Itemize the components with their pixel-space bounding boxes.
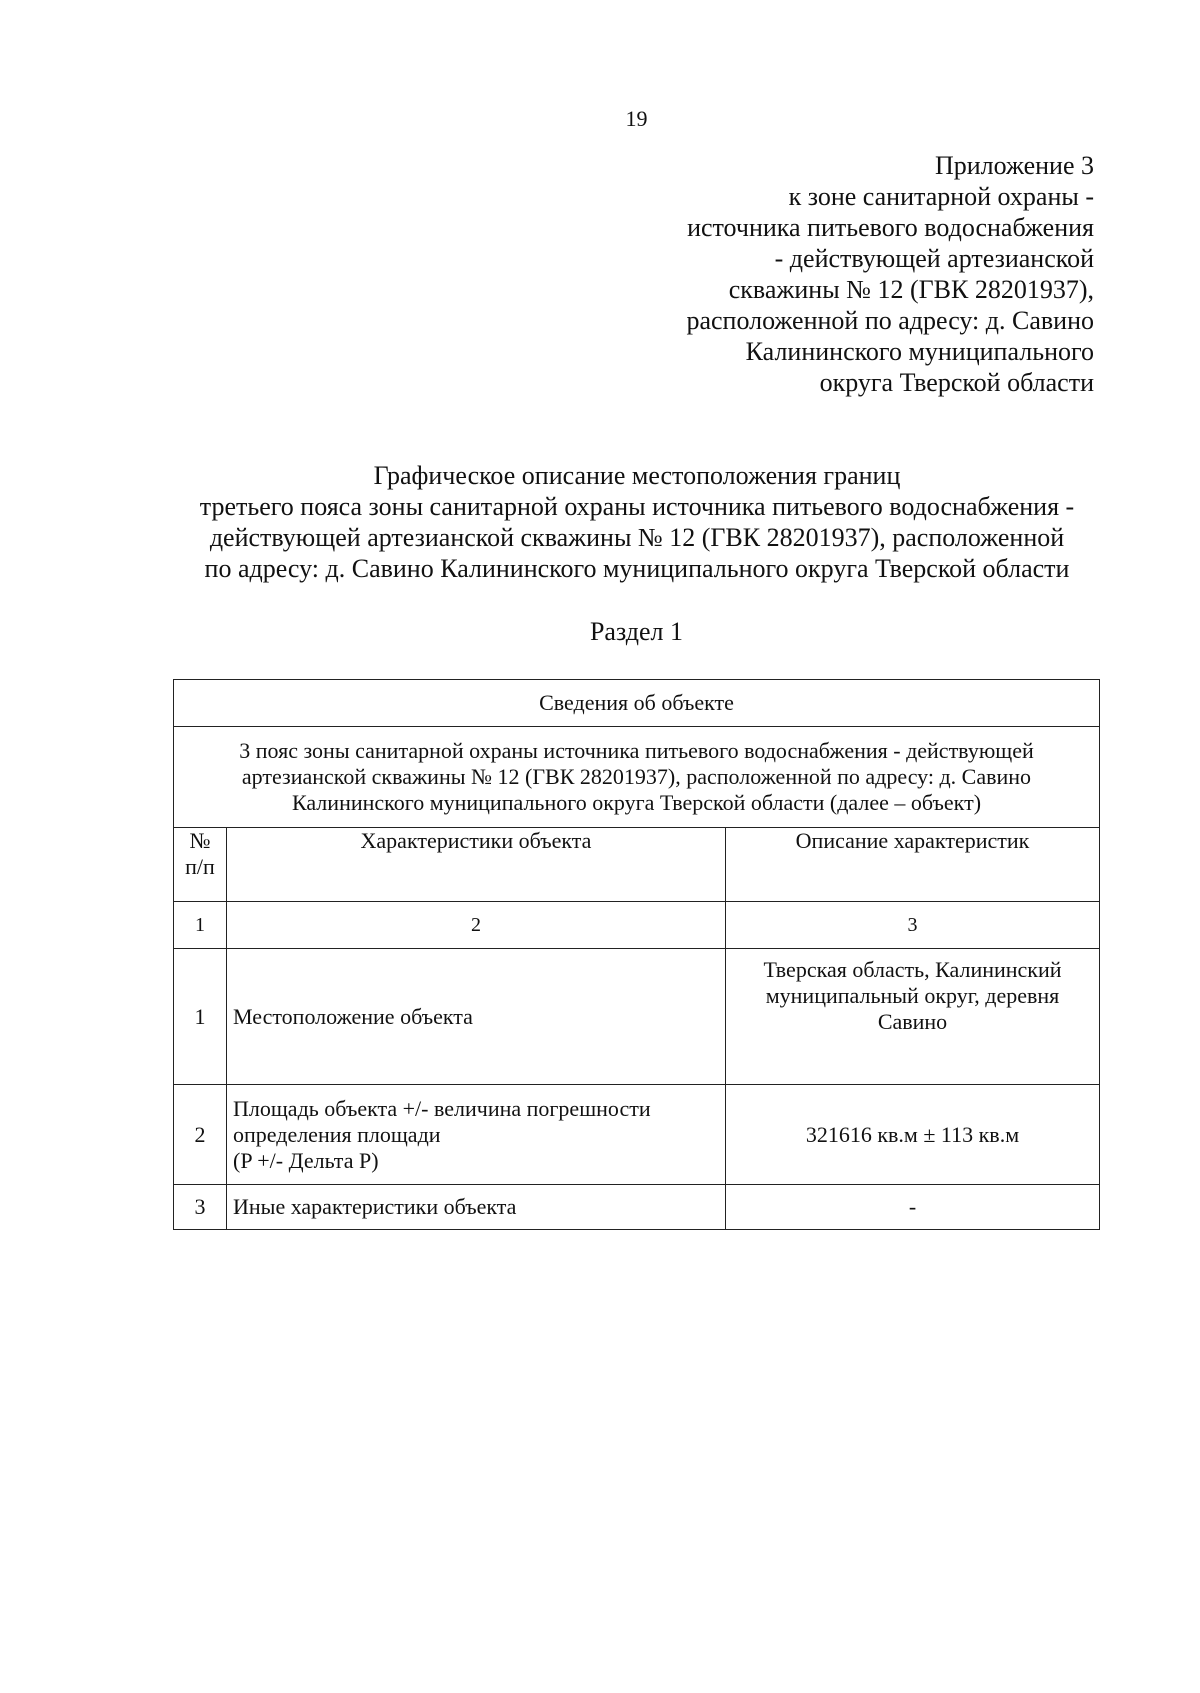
document-title bbox=[150, 460, 1124, 584]
row-description bbox=[726, 1185, 1100, 1230]
column-header-description: Описание характеристик bbox=[726, 828, 1100, 902]
table-header-row bbox=[174, 680, 1100, 727]
appendix-line: источника питьевого водоснабжения bbox=[687, 213, 1094, 242]
row-number: 2 bbox=[174, 1085, 227, 1185]
table-row bbox=[174, 1185, 1100, 1230]
row-description-line: Савино bbox=[877, 1009, 948, 1034]
row-characteristic bbox=[227, 1085, 726, 1185]
object-description-line: 3 пояс зоны санитарной охраны источника питьевого водоснабжения - действующей bbox=[239, 738, 1034, 763]
row-characteristic bbox=[227, 1185, 726, 1230]
column-number: 2 bbox=[227, 902, 726, 949]
row-number: 3 bbox=[174, 1185, 227, 1230]
row-characteristic-line: Иные характеристики объекта bbox=[233, 1194, 517, 1219]
object-info-table bbox=[173, 679, 1100, 1230]
object-description-line: артезианской скважины № 12 (ГВК 28201937), расположенной по адресу: д. Савино bbox=[241, 764, 1032, 789]
appendix-line: Калининского муниципального bbox=[745, 337, 1094, 366]
table-row bbox=[174, 949, 1100, 1085]
column-header-characteristics: Характеристики объекта bbox=[227, 828, 726, 902]
title-line: третьего пояса зоны санитарной охраны источника питьевого водоснабжения - bbox=[199, 492, 1075, 521]
column-number: 1 bbox=[174, 902, 227, 949]
row-description bbox=[726, 1085, 1100, 1185]
page-number: 19 bbox=[625, 106, 648, 131]
row-number: 1 bbox=[174, 949, 227, 1085]
row-description bbox=[726, 949, 1100, 1085]
object-description-line: Калининского муниципального округа Тверской области (далее – объект) bbox=[291, 790, 982, 815]
column-header-num-line: п/п bbox=[185, 854, 215, 879]
column-number: 3 bbox=[726, 902, 1100, 949]
row-characteristic-line: (P +/- Дельта P) bbox=[233, 1147, 379, 1173]
row-description-line: - bbox=[908, 1194, 917, 1219]
appendix-block bbox=[534, 150, 1094, 398]
title-line: Графическое описание местоположения границ bbox=[373, 461, 901, 490]
row-characteristic-line: Площадь объекта +/- величина погрешности bbox=[233, 1095, 651, 1121]
section-title: Раздел 1 bbox=[589, 617, 684, 646]
appendix-line: к зоне санитарной охраны - bbox=[788, 182, 1094, 211]
appendix-line: - действующей артезианской bbox=[774, 244, 1094, 273]
object-description bbox=[174, 727, 1100, 828]
column-header-row bbox=[174, 828, 1100, 902]
row-characteristic-line: определения площади bbox=[233, 1121, 441, 1147]
table-header: Сведения об объекте bbox=[174, 680, 1100, 727]
row-characteristic bbox=[227, 949, 726, 1085]
row-description-line: Тверская область, Калининский bbox=[763, 957, 1062, 982]
appendix-line: округа Тверской области bbox=[819, 368, 1094, 397]
object-description-row bbox=[174, 727, 1100, 828]
appendix-line: Приложение 3 bbox=[934, 151, 1094, 180]
row-characteristic-line: Местоположение объекта bbox=[233, 1003, 473, 1029]
appendix-line: скважины № 12 (ГВК 28201937), bbox=[728, 275, 1094, 304]
row-description-line: 321616 кв.м ± 113 кв.м bbox=[805, 1121, 1020, 1147]
column-header-num-line: № bbox=[189, 828, 211, 853]
appendix-line: расположенной по адресу: д. Савино bbox=[686, 306, 1094, 335]
column-header-num bbox=[174, 828, 227, 902]
title-line: действующей артезианской скважины № 12 (ГВК 28201937), расположенной bbox=[209, 523, 1065, 552]
title-line: по адресу: д. Савино Калининского муниципального округа Тверской области bbox=[204, 554, 1070, 583]
table-row bbox=[174, 1085, 1100, 1185]
column-number-row bbox=[174, 902, 1100, 949]
row-description-line: муниципальный округ, деревня bbox=[765, 983, 1060, 1008]
